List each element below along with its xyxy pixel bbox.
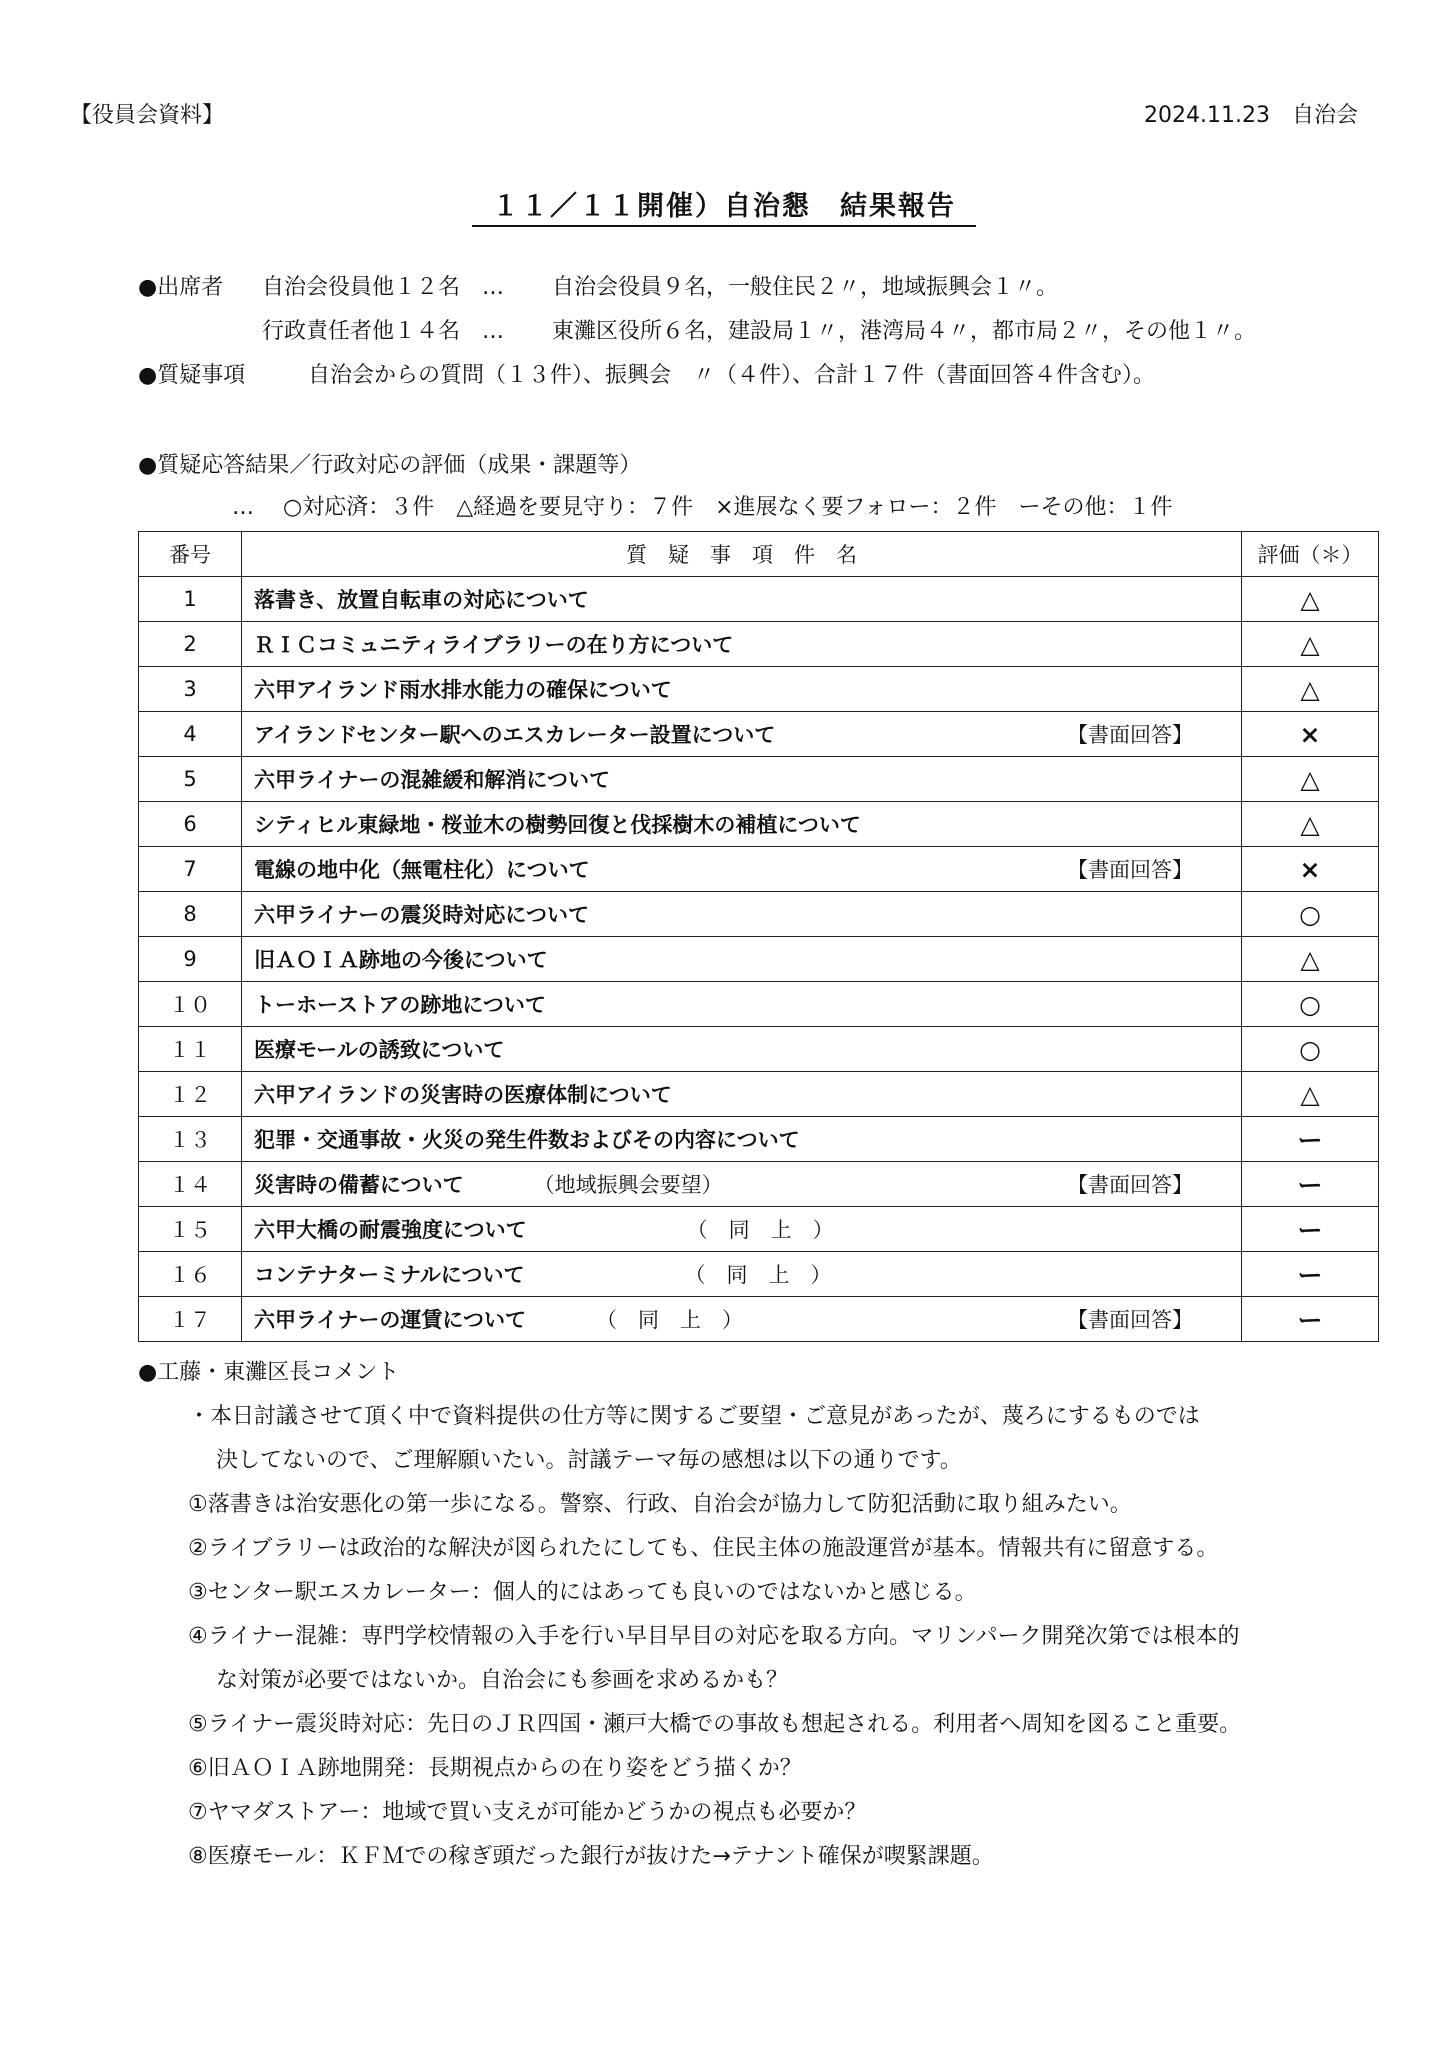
question-title: 六甲ライナーの混雑緩和解消について — [254, 768, 610, 792]
row-evaluation: △ — [1242, 1072, 1379, 1117]
row-question-name — [242, 802, 1242, 847]
row-number: 9 — [139, 937, 242, 982]
evaluation-legend: … ○対応済：３件 △経過を要見守り：７件 ×進展なく要フォロー：２件 ーその他：１件 — [232, 495, 1173, 520]
row-number: 2 — [139, 622, 242, 667]
row-question-name — [242, 1207, 1242, 1252]
written-answer-tag: 【書面回答】 — [1067, 1173, 1193, 1197]
comments-label: ●工藤・東灘区長コメント — [138, 1360, 400, 1385]
question-title: 医療モールの誘致について — [254, 1038, 505, 1062]
row-number: １２ — [139, 1072, 242, 1117]
table-row — [139, 577, 1379, 622]
row-question-name — [242, 847, 1242, 892]
table-row — [139, 622, 1379, 667]
row-evaluation: ○ — [1242, 982, 1379, 1027]
written-answer-tag: 【書面回答】 — [1067, 1308, 1193, 1332]
row-evaluation: ー — [1242, 1117, 1379, 1162]
attendance-line1-summary: 自治会役員他１２名 … — [262, 275, 505, 300]
question-title: シティヒル東緑地・桜並木の樹勢回復と伐採樹木の補植について — [254, 813, 861, 837]
comment-line: ・本日討議させて頂く中で資料提供の仕方等に関するご要望・ご意見があったが、蔑ろにするものでは — [188, 1404, 1200, 1429]
row-evaluation: ー — [1242, 1162, 1379, 1207]
question-title: 六甲ライナーの震災時対応について — [254, 903, 589, 927]
table-row — [139, 1162, 1379, 1207]
row-question-name — [242, 712, 1242, 757]
row-question-name — [242, 937, 1242, 982]
table-row — [139, 667, 1379, 712]
row-number: 4 — [139, 712, 242, 757]
row-number: 5 — [139, 757, 242, 802]
table-row — [139, 1297, 1379, 1342]
attendance-label: ●出席者 — [138, 275, 224, 300]
row-number: １１ — [139, 1027, 242, 1072]
document-date: 2024.11.23 自治会 — [1144, 103, 1358, 128]
row-question-name — [242, 982, 1242, 1027]
row-number: 8 — [139, 892, 242, 937]
question-title: 旧ＡＯＩＡ跡地の今後について — [254, 948, 548, 972]
comment-line: な対策が必要ではないか。自治会にも参画を求めるかも？ — [216, 1668, 789, 1693]
comment-line: ②ライブラリーは政治的な解決が図られたにしても、住民主体の施設運営が基本。情報共有に留意する。 — [188, 1536, 1219, 1561]
row-question-name — [242, 1027, 1242, 1072]
row-evaluation: ー — [1242, 1207, 1379, 1252]
question-remark: （ 同 上 ） — [595, 1308, 743, 1332]
row-evaluation: × — [1242, 847, 1379, 892]
table-header-row — [139, 532, 1379, 577]
row-evaluation: △ — [1242, 667, 1379, 712]
row-number: １５ — [139, 1207, 242, 1252]
row-question-name — [242, 1072, 1242, 1117]
comment-line: ⑥旧ＡＯＩＡ跡地開発：長期視点からの在り姿をどう描くか？ — [188, 1756, 802, 1781]
comment-line: ⑧医療モール：ＫＦＭでの稼ぎ頭だった銀行が抜けた→テナント確保が喫緊課題。 — [188, 1844, 994, 1869]
table-row — [139, 1027, 1379, 1072]
question-title: 犯罪・交通事故・火災の発生件数およびその内容について — [254, 1128, 800, 1152]
row-evaluation: △ — [1242, 802, 1379, 847]
table-row — [139, 1072, 1379, 1117]
question-title: 災害時の備蓄について — [254, 1173, 464, 1197]
row-evaluation: ー — [1242, 1252, 1379, 1297]
question-title: 六甲大橋の耐震強度について — [254, 1218, 527, 1242]
row-number: １４ — [139, 1162, 242, 1207]
table-row — [139, 982, 1379, 1027]
question-title: 六甲ライナーの運賃について — [254, 1308, 526, 1332]
question-title: 落書き、放置自転車の対応について — [254, 588, 589, 612]
question-title: 六甲アイランド雨水排水能力の確保について — [254, 678, 672, 702]
attendance-line1-detail: 自治会役員９名，一般住民２〃，地域振興会１〃。 — [552, 275, 1059, 300]
question-title: コンテナターミナルについて — [254, 1263, 525, 1287]
question-title: 電線の地中化（無電柱化）について — [254, 858, 590, 882]
header-evaluation: 評価（＊） — [1242, 532, 1379, 577]
table-row — [139, 892, 1379, 937]
row-number: 1 — [139, 577, 242, 622]
table-row — [139, 1117, 1379, 1162]
row-evaluation: △ — [1242, 757, 1379, 802]
question-title: 六甲アイランドの災害時の医療体制について — [254, 1083, 672, 1107]
row-question-name — [242, 892, 1242, 937]
row-question-name — [242, 577, 1242, 622]
questions-label: ●質疑事項 — [138, 363, 246, 388]
question-remark: （ 同 上 ） — [684, 1263, 832, 1287]
attendance-line2-detail: 東灘区役所６名，建設局１〃，港湾局４〃，都市局２〃，その他１〃。 — [552, 319, 1257, 344]
row-evaluation: △ — [1242, 622, 1379, 667]
comment-line: 決してないので、ご理解願いたい。討議テーマ毎の感想は以下の通りです。 — [216, 1448, 962, 1473]
row-number: １６ — [139, 1252, 242, 1297]
row-evaluation: × — [1242, 712, 1379, 757]
row-question-name — [242, 1297, 1242, 1342]
table-row — [139, 847, 1379, 892]
page-title-text: １１／１１開催）自治懇 結果報告 — [472, 191, 976, 227]
header-question-name: 質 疑 事 項 件 名 — [242, 532, 1242, 577]
row-number: １０ — [139, 982, 242, 1027]
comment-line: ⑤ライナー震災時対応：先日のＪＲ四国・瀬戸大橋での事故も想起される。利用者へ周知を図ること重要。 — [188, 1712, 1242, 1737]
results-label: ●質疑応答結果／行政対応の評価（成果・課題等） — [138, 453, 642, 478]
row-question-name — [242, 667, 1242, 712]
row-evaluation: ー — [1242, 1297, 1379, 1342]
table-row — [139, 712, 1379, 757]
attendance-line2-summary: 行政責任者他１４名 … — [262, 319, 505, 344]
row-question-name — [242, 1252, 1242, 1297]
table-row — [139, 1252, 1379, 1297]
comment-line: ⑦ヤマダストアー：地域で買い支えが可能かどうかの視点も必要か？ — [188, 1800, 867, 1825]
comment-line: ③センター駅エスカレーター：個人的にはあっても良いのではないかと感じる。 — [188, 1580, 977, 1605]
row-evaluation: ○ — [1242, 1027, 1379, 1072]
row-question-name — [242, 622, 1242, 667]
table-row — [139, 802, 1379, 847]
row-number: １７ — [139, 1297, 242, 1342]
comment-line: ④ライナー混雑：専門学校情報の入手を行い早目早目の対応を取る方向。マリンパーク開発次第では根本的 — [188, 1624, 1240, 1649]
table-row — [139, 1207, 1379, 1252]
row-question-name — [242, 757, 1242, 802]
document-label: 【役員会資料】 — [70, 103, 225, 128]
row-evaluation: △ — [1242, 577, 1379, 622]
row-evaluation: ○ — [1242, 892, 1379, 937]
written-answer-tag: 【書面回答】 — [1067, 858, 1193, 882]
row-number: 3 — [139, 667, 242, 712]
question-remark: （ 同 上 ） — [686, 1218, 834, 1242]
page-title — [0, 184, 1448, 223]
row-question-name — [242, 1117, 1242, 1162]
header-number: 番号 — [139, 532, 242, 577]
question-title: アイランドセンター駅へのエスカレーター設置について — [254, 723, 776, 747]
comment-line: ①落書きは治安悪化の第一歩になる。警察、行政、自治会が協力して防犯活動に取り組みたい。 — [188, 1492, 1132, 1517]
table-row — [139, 937, 1379, 982]
question-title: トーホーストアの跡地について — [254, 993, 546, 1017]
row-number: 6 — [139, 802, 242, 847]
question-remark: （地域振興会要望） — [533, 1173, 723, 1197]
table-row — [139, 757, 1379, 802]
questions-table — [138, 531, 1379, 1342]
row-evaluation: △ — [1242, 937, 1379, 982]
written-answer-tag: 【書面回答】 — [1067, 723, 1193, 747]
question-title: ＲＩＣコミュニティライブラリーの在り方について — [254, 633, 734, 657]
row-number: 7 — [139, 847, 242, 892]
row-number: １３ — [139, 1117, 242, 1162]
questions-summary: 自治会からの質問（１３件）、振興会 〃（４件）、合計１７件（書面回答４件含む）。 — [308, 363, 1156, 388]
row-question-name — [242, 1162, 1242, 1207]
